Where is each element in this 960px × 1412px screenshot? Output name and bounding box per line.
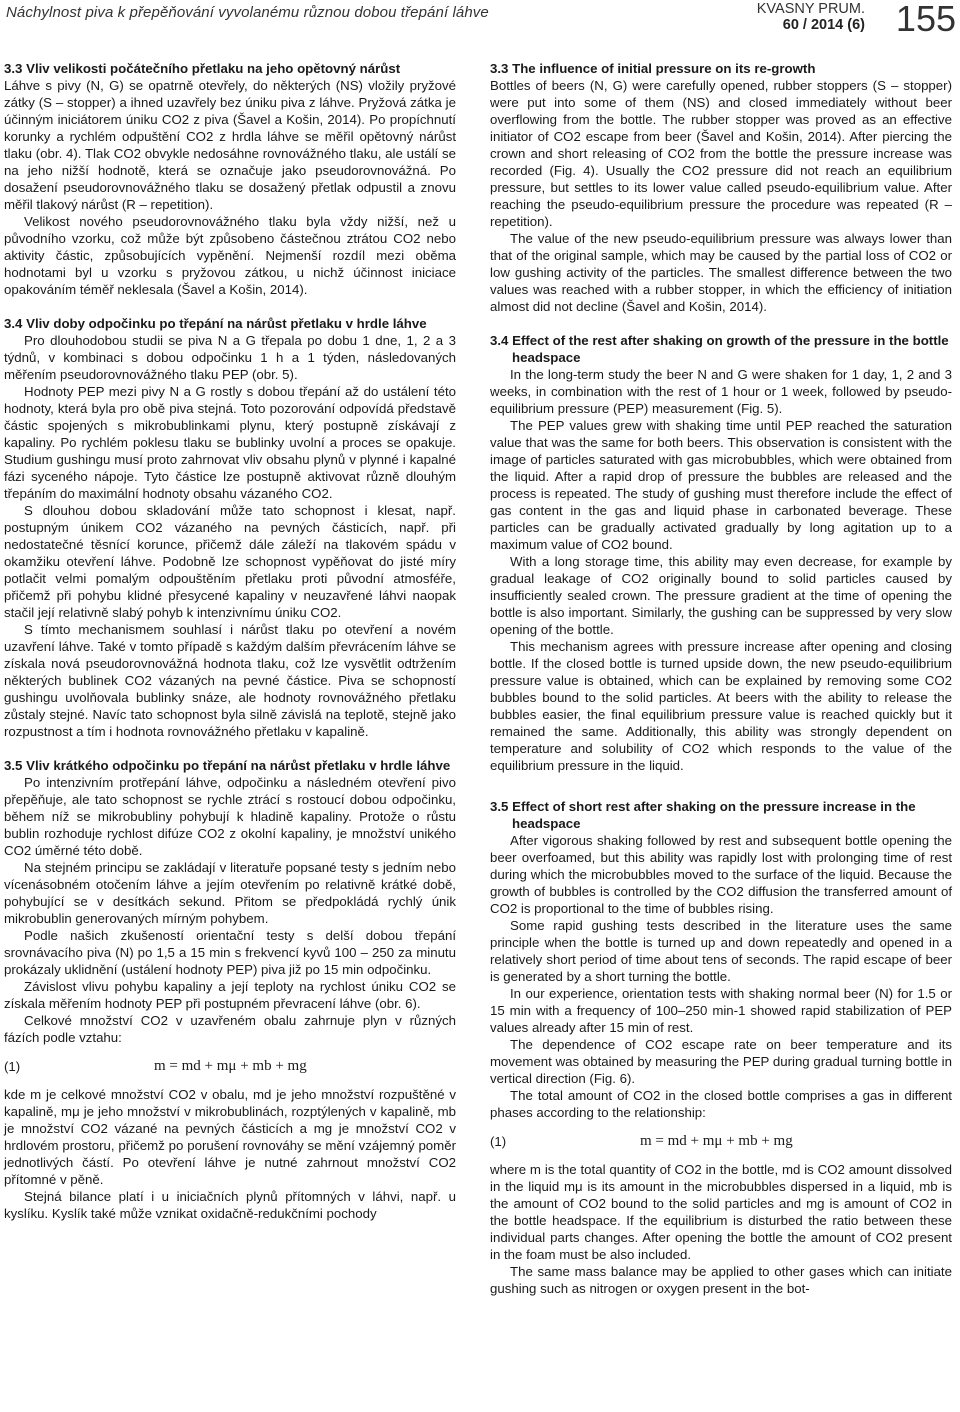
equation-body: m = md + mμ + mb + mg — [154, 1057, 307, 1074]
equation-number: (1) — [4, 1058, 21, 1074]
equation-body: m = md + mμ + mb + mg — [640, 1132, 793, 1149]
paragraph: The PEP values grew with shaking time until PEP reached the saturation value that was the same for both beers. This observation is consistent with the image of particles saturated with gas microbubbles, which were obtained from the liquid. After a rapid drop of pressure the bubbles are released and the process is repeated. The study of gushing must therefore include the effect of gas content in the gas and liquid phase in carbonated beverage. These particles can be gradually activated gradually by long agitation up to a maximum value of CO2 bound. — [490, 418, 952, 552]
section-heading: 3.4 Effect of the rest after shaking on growth of the pressure in the bottle headspace — [490, 333, 949, 365]
section-heading: 3.3 Vliv velikosti počátečního přetlaku na jeho opětovný nárůst — [4, 61, 401, 76]
spacer — [490, 774, 952, 798]
section-heading: 3.5 Vliv krátkého odpočinku po třepání na nárůst přetlaku v hrdle láhve — [4, 758, 451, 773]
paragraph: Na stejném principu se zakládají v literatuře popsané testy s jedním nebo vícenásobném otočením láhve a jejím otevřením po relativně krátké době, pohybující se v desítkách sekund. Přitom se předpokládá rychlý únik mikrobublin generovaných mírným pohybem. — [4, 860, 456, 926]
english-column — [490, 60, 952, 1297]
paragraph: kde m je celkové množství CO2 v obalu, md je jeho množství rozpuštěné v kapalině, mμ je jeho množství v mikrobublinách, rozptýlených v kapalině, mb je množství CO2 vázané na pevných částicích a mg je množství CO2 v hrdlovém prostoru, přičemž po porušení rovnováhy se mění vzájemný poměr jednotlivých částí. Po otevření láhve je nutné zahrnout množství CO2 přítomné v pěně. — [4, 1087, 456, 1187]
paragraph: S dlouhou dobou skladování může tato schopnost i klesat, např. postupným únikem CO2 vázaného na pevných částicích, např. při nedostatečné těsnící korunce, přičemž dále záleží na tlakovém spádu v okamžiku otevření láhve. Podobně lze schopnost vypěňovat do jisté míry potlačit velmi pomalým odpouštěním přetlaku proti původní atmosféře, přičemž při pohybu klidné přesycené kapaliny v neuzavřené láhvi naopak stačil její relativně slabý pohyb k intenzivnímu úniku CO2. — [4, 503, 456, 620]
equation — [490, 1121, 952, 1161]
paragraph: Some rapid gushing tests described in the literature uses the same principle when the bottle is turned up and down repeatedly and opened in a relatively short period of time about tens of seconds. The rapid escape of beer is generated by a short turning the bottle. — [490, 918, 952, 984]
paragraph: Závislost vlivu pohybu kapaliny a její teploty na rychlost úniku CO2 se získala měřením hodnoty PEP při postupném převracení láhve (obr. 6). — [4, 979, 456, 1011]
paragraph: After vigorous shaking followed by rest and subsequent bottle opening the beer overfoamed, but this ability was rapidly lost with prolonging time of rest during which the microbubbles moved to the surface of the liquid. Because the growth of bubbles is controlled by the CO2 diffusion the transferred amount of CO2 is proportional to the time of bubbles rising. — [490, 833, 952, 916]
page-number: 155 — [895, 0, 956, 39]
paragraph: Celkové množství CO2 v uzavřeném obalu zahrnuje plyn v různých fázích podle vztahu: — [4, 1013, 456, 1045]
equation — [4, 1046, 456, 1086]
paragraph: The same mass balance may be applied to other gases which can initiate gushing such as nitrogen or oxygen present in the bot- — [490, 1264, 952, 1296]
journal-name: KVASNY PRUM. — [756, 1, 865, 17]
paragraph: Pro dlouhodobou studii se piva N a G třepala po dobu 1 dne, 1, 2 a 3 týdnů, v kombinaci s dobou odpočinku 1 h a 1 týden, následovaných měřením pseudorovnovážného tlaku PEP (obr. 5). — [4, 333, 456, 382]
paragraph: In our experience, orientation tests with shaking normal beer (N) for 1.5 or 15 min with a frequency of 100–250 min-1 showed rapid stabilization of PEP values already after 15 min of rest. — [490, 986, 952, 1035]
running-title: Náchylnost piva k přepěňování vyvolanému různou dobou třepání láhve — [6, 4, 489, 21]
paragraph: Po intenzivním protřepání láhve, odpočinku a následném otevření pivo přepěňuje, ale tato schopnost se rychle ztrácí s rostoucí dobou odpočinku, během níž se mikrobubliny pohybují k hladině kapaliny. Protože o růstu bublin rozhoduje rychlost difúze CO2 z okolní kapaliny, je množství unikého CO2 úměrné této době. — [4, 775, 456, 858]
paragraph: where m is the total quantity of CO2 in the bottle, md is CO2 amount dissolved in the liquid mμ is its amount in the microbubbles dispersed in a liquid, mb is the amount of CO2 bound to the solid particles and mg is amount of CO2 in the bottle headspace. If the equilibrium is disturbed the ratio between these individual parts changes. After opening the bottle the amount of CO2 present in the foam must be also included. — [490, 1162, 952, 1262]
section-heading: 3.4 Vliv doby odpočinku po třepání na nárůst přetlaku v hrdle láhve — [4, 316, 427, 331]
paragraph: Bottles of beers (N, G) were carefully opened, rubber stoppers (S – stopper) were put into some of them (NS) and closed immediately without beer overflowing from the bottle. The rubber stopper was proved as an effective initiator of CO2 escape from beer (Šavel and Košin, 2014). After piercing the crown and short releasing of CO2 from the bottle the pressure increase was recorded (Fig. 4). Usually the CO2 pressure did not reach an equilibrium pressure, but settles to its lower value called pseudo-equilibrium value. After reaching the pseudo-equilibrium pressure the procedure was repeated (R – repetition). — [490, 78, 952, 229]
paragraph: The dependence of CO2 escape rate on beer temperature and its movement was obtained by measuring the PEP during gradual turning bottle in vertical direction (Fig. 6). — [490, 1037, 952, 1086]
spacer — [4, 298, 456, 315]
journal-info — [757, 1, 865, 33]
paragraph: Hodnoty PEP mezi pivy N a G rostly s dobou třepání až do ustálení této hodnoty, která byla pro obě piva stejná. Toto pozorování odpovídá představě částic spojených s mikrobublinkami plynu, který postupně získávají z kapaliny. Po rychlém poklesu tlaku se bublinky uvolní a proces se opakuje. Studium gushingu musí proto zahrnovat vliv obsahu plynů v plynné i kapalné fázi syceného nápoje. Tyto částice lze postupně aktivovat různě dlouhým třepáním do maximální hodnoty obsahu vázaného CO2. — [4, 384, 456, 501]
page-header — [0, 0, 960, 46]
paragraph: S tímto mechanismem souhlasí i nárůst tlaku po otevření a novém uzavření láhve. Také v tomto případě s každým dalším převrácením láhve se získala nová pseudorovnovážná hodnota tlaku, což lze vysvětlit odtržením některých bublinek CO2 vázaných na pevné částice. Piva se schopností gushingu uvolňovala bublinky snáze, ale hodnoty rovnovážného přetlaku zůstaly stejné. Navíc tato schopnost byla silně závislá na teplotě, stejně jako rozpustnost a tím i hodnota rovnovážného přetlaku v kapalině. — [4, 622, 456, 739]
paragraph: The value of the new pseudo-equilibrium pressure was always lower than that of the original sample, which may be caused by the partial loss of CO2 or low gushing activity of the particles. The smallest difference between the two values was reached with a rubber stopper, in which the efficiency of initiation almost did not decline (Šavel and Košin, 2014). — [490, 231, 952, 314]
czech-column — [4, 60, 456, 1222]
paragraph: Stejná bilance platí i u iniciačních plynů přítomných v láhvi, např. u kyslíku. Kyslík také může vznikat oxidačně-redukčními pochody — [4, 1189, 456, 1221]
section-heading: 3.3 The influence of initial pressure on its re-growth — [490, 61, 816, 76]
paragraph: Velikost nového pseudorovnovážného tlaku byla vždy nižší, než u původního vzorku, což může být způsobeno částečnou ztrátou CO2 nebo aktivity částic, způsobujících vypěnění. Nejmenší rozdíl mezi oběma hodnotami byl u vzorku s pryžovou zátkou, u nichž účinnost iniciace opakováním téměř neklesala (Šavel a Košin, 2014). — [4, 214, 456, 297]
paragraph: In the long-term study the beer N and G were shaken for 1 day, 1, 2 and 3 weeks, in combination with the rest of 1 hour or 1 week, followed by pseudo-equilibrium pressure (PEP) measurement (Fig. 5). — [490, 367, 952, 416]
spacer — [4, 740, 456, 757]
journal-issue: 60 / 2014 (6) — [782, 17, 865, 33]
paragraph: Podle našich zkušeností orientační testy s delší dobou třepání srovnávacího piva (N) po 1,5 a 15 min s frekvencí kyvů 100 – 250 za minutu prokázaly uklidnění (ustálení hodnoty PEP) piva již po 15 min odpočinku. — [4, 928, 456, 977]
section-heading: 3.5 Effect of short rest after shaking on the pressure increase in the headspace — [490, 799, 916, 831]
equation-number: (1) — [490, 1133, 507, 1149]
paragraph: The total amount of CO2 in the closed bottle comprises a gas in different phases according to the relationship: — [490, 1088, 952, 1120]
paragraph: With a long storage time, this ability may even decrease, for example by gradual leakage of CO2 originally bound to solid particles caused by insufficiently sealed crown. The pressure gradient at the time of opening the bottle is also important. Similarly, the gushing can be suppressed by very slow opening of the bottle. — [490, 554, 952, 637]
paragraph: This mechanism agrees with pressure increase after opening and closing bottle. If the closed bottle is turned upside down, the new pseudo-equilibrium pressure value is obtained, which can be explained by removing some CO2 bubbles bound to the solid particles. At beers with the ability to release the bubbles easier, the final equilibrium pressure value is reached quickly but it remained the same. Additionally, this ability was strongly dependent on temperature and solubility of CO2 which responds to the value of the equilibrium pressure in the liquid. — [490, 639, 952, 773]
paragraph: Láhve s pivy (N, G) se opatrně otevřely, do některých (NS) vložily pryžové zátky (S – stopper) a ihned uzavřely bez úniku piva z láhve. Pryžová zátka je účinným iniciátorem úniku CO2 z piva (Šavel a Košin, 2014). Po propíchnutí korunky a rychlém odpuštění CO2 z hrdla láhve se měřil opětovný nárůst tlaku (obr. 4). Tlak CO2 obvykle nedosáhne rovnovážného tlaku, ale ustálí se na jeho nižší hodnotě, která se označuje jako pseudorovnovážná. Po dosažení pseudorovnovážného tlaku se dosažený přetlak odpustil a znovu měřil tlakový nárůst (R – repetition). — [4, 78, 456, 212]
spacer — [490, 315, 952, 332]
